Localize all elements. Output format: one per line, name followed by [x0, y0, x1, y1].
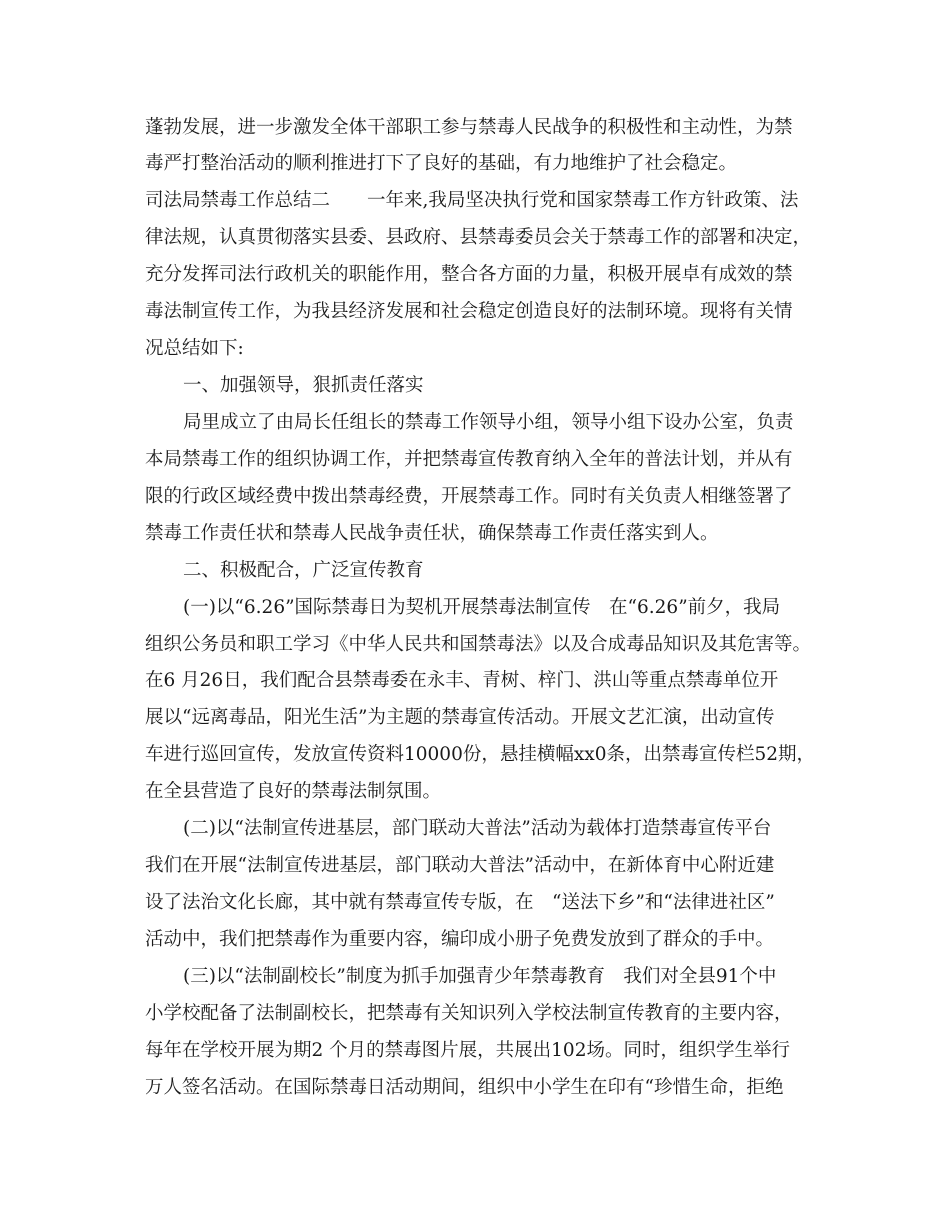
text-line: 律法规，认真贯彻落实县委、县政府、县禁毒委员会关于禁毒工作的部署和决定， [145, 227, 812, 248]
section-heading: 一、加强领导，狠抓责任落实 [183, 375, 424, 396]
text-line: 况总结如下: [145, 338, 244, 359]
text-line: 我们在开展“法制宣传进基层，部门联动大普法”活动中，在新体育中心附近建 [145, 855, 775, 876]
text-line: 活动中，我们把禁毒作为重要内容，编印成小册子免费发放到了群众的手中。 [145, 929, 775, 950]
text-line: 组织公务员和职工学习《中华人民共和国禁毒法》以及合成毒品知识及其危害等。 [145, 634, 812, 655]
text-line: (一)以“6.26”国际禁毒日为契机开展禁毒法制宣传 在“6.26”前夕，我局 [183, 597, 781, 618]
text-line: 充分发挥司法行政机关的职能作用，整合各方面的力量，积极开展卓有成效的禁 [145, 264, 793, 285]
text-line: 蓬勃发展，进一步激发全体干部职工参与禁毒人民战争的积极性和主动性，为禁 [145, 117, 793, 138]
text-line: 本局禁毒工作的组织协调工作，并把禁毒宣传教育纳入全年的普法计划，并从有 [145, 449, 793, 470]
text-line: 设了法治文化长廊，其中就有禁毒宣传专版，在 “送法下乡”和“法律进社区” [145, 892, 775, 913]
text-line: (二)以“法制宣传进基层，部门联动大普法”活动为载体打造禁毒宣传平台 [183, 818, 772, 839]
text-line: 在6 月26日，我们配合县禁毒委在永丰、青树、梓门、洪山等重点禁毒单位开 [145, 670, 779, 691]
text-line: 小学校配备了法制副校长，把禁毒有关知识列入学校法制宣传教育的主要内容， [145, 1003, 793, 1024]
text-line: 司法局禁毒工作总结二 一年来,我局坚决执行党和国家禁毒工作方针政策、法 [145, 190, 799, 211]
text-line: 展以“远离毒品，阳光生活”为主题的禁毒宣传活动。开展文艺汇演，出动宣传 [145, 707, 775, 728]
section-heading: 二、积极配合，广泛宣传教育 [183, 560, 424, 581]
text-line: 限的行政区域经费中拨出禁毒经费，开展禁毒工作。同时有关负责人相继签署了 [145, 486, 793, 507]
text-line: 毒法制宣传工作，为我县经济发展和社会稳定创造良好的法制环境。现将有关情 [145, 301, 793, 322]
text-line: 禁毒工作责任状和禁毒人民战争责任状，确保禁毒工作责任落实到人。 [145, 523, 719, 544]
text-line: 车进行巡回宣传，发放宣传资料10000份，悬挂横幅xx0条，出禁毒宣传栏52期， [145, 744, 816, 765]
text-line: 万人签名活动。在国际禁毒日活动期间，组织中小学生在印有“珍惜生命，拒绝 [145, 1077, 784, 1098]
text-line: (三)以“法制副校长”制度为抓手加强青少年禁毒教育 我们对全县91个中 [183, 966, 777, 987]
text-line: 在全县营造了良好的禁毒法制氛围。 [145, 781, 442, 802]
text-line: 每年在学校开展为期2 个月的禁毒图片展，共展出102场。同时，组织学生举行 [145, 1040, 790, 1061]
text-line: 毒严打整治活动的顺利推进打下了良好的基础，有力地维护了社会稳定。 [145, 153, 738, 174]
text-line: 局里成立了由局长任组长的禁毒工作领导小组，领导小组下设办公室，负责 [183, 412, 794, 433]
